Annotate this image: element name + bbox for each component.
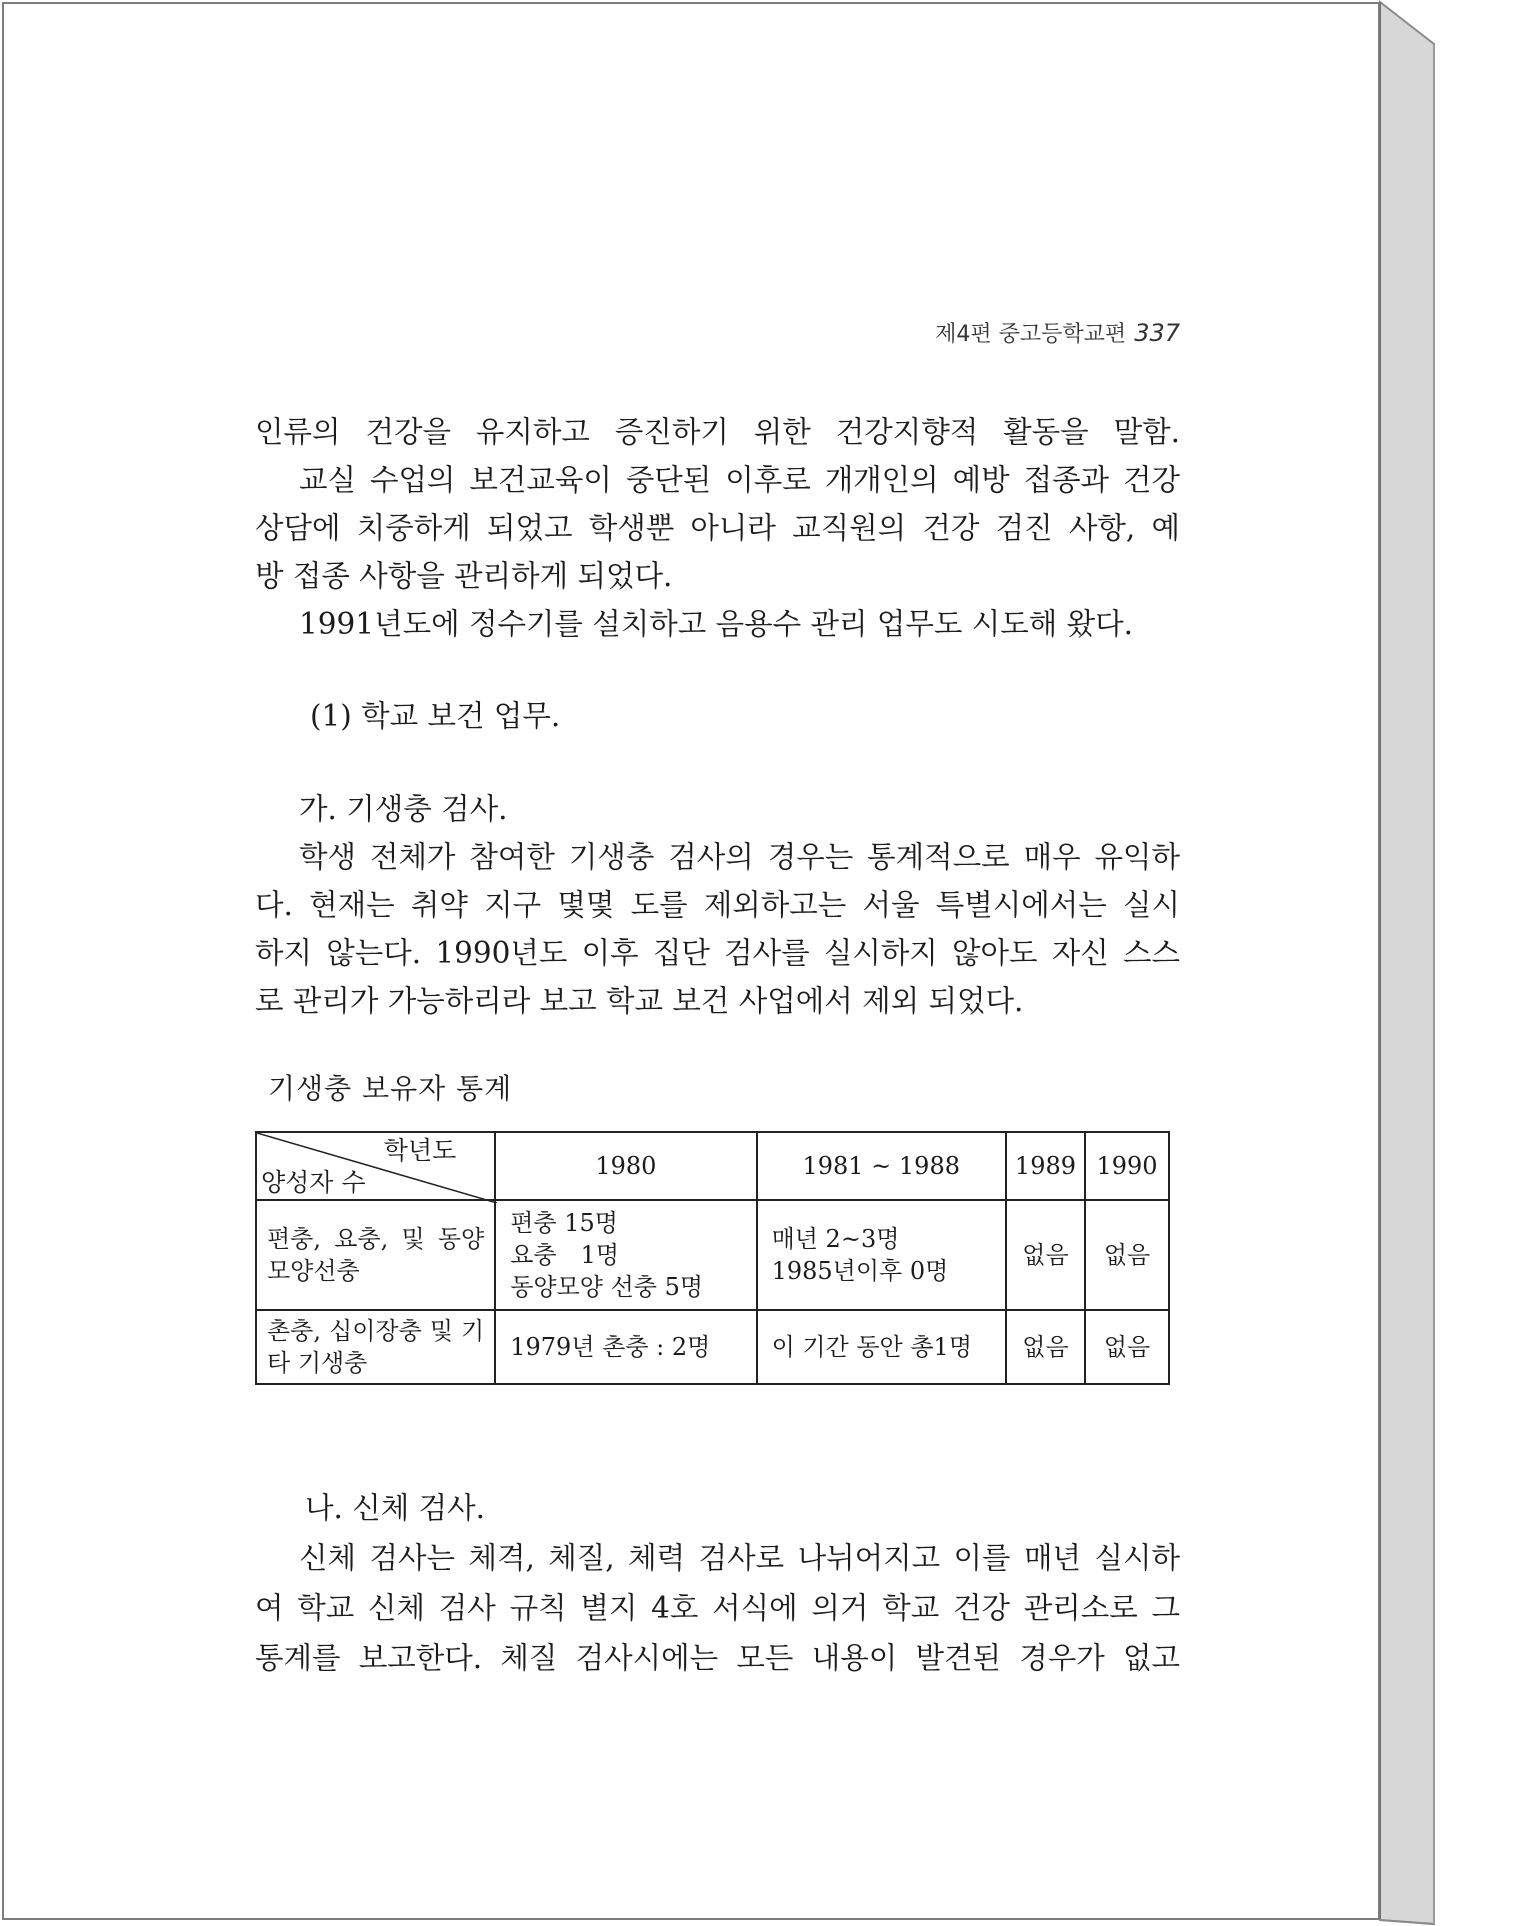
header-section-title: 제4편 중고등학교편 [935, 322, 1127, 347]
paragraph-line: 1991년도에 정수기를 설치하고 음용수 관리 업무도 시도해 왔다. [299, 607, 1134, 641]
column-header: 1981 ~ 1988 [757, 1132, 1006, 1200]
paragraph-line: 로 관리가 가능하리라 보고 학교 보건 사업에서 제외 되었다. [255, 984, 1024, 1018]
running-header [935, 317, 1180, 348]
row-label: 편충, 요충, 및 동양모양선충 [256, 1200, 495, 1310]
paragraph-line: 통계를 보고한다. 체질 검사시에는 모든 내용이 발견된 경우가 없고 [255, 1641, 1180, 1675]
table-cell: 없음 [1085, 1200, 1169, 1310]
section-heading: (1) 학교 보건 업무. [310, 699, 561, 733]
cell-line: 동양모양 선충 5명 [510, 1273, 704, 1301]
row-label: 촌충, 십이장충 및 기타 기생충 [256, 1310, 495, 1384]
table-header-row [256, 1132, 1169, 1200]
paragraph-line: 교실 수업의 보건교육이 중단된 이후로 개개인의 예방 접종과 건강 [299, 463, 1180, 497]
table-cell [495, 1310, 756, 1384]
table-corner-cell [256, 1132, 495, 1200]
column-header: 1980 [495, 1132, 756, 1200]
cell-line: 1979년 촌충 : 2명 [510, 1333, 711, 1361]
table-cell [495, 1200, 756, 1310]
page-number: 337 [1134, 319, 1180, 347]
subsection-heading-a: 가. 기생충 검사. [299, 792, 508, 826]
paragraph-line: 방 접종 사항을 관리하게 되었다. [255, 559, 673, 593]
paragraph-line: 상담에 치중하게 되었고 학생뿐 아니라 교직원의 건강 검진 사항, 예 [255, 511, 1180, 545]
paragraph-line: 학생 전체가 참여한 기생충 검사의 경우는 통계적으로 매우 유익하 [299, 840, 1180, 874]
paragraph-line: 다. 현재는 취약 지구 몇몇 도를 제외하고는 서울 특별시에서는 실시 [255, 888, 1180, 922]
column-header: 1989 [1006, 1132, 1085, 1200]
corner-label-positive-count: 양성자 수 [261, 1168, 366, 1197]
paragraph-line: 신체 검사는 체격, 체질, 체력 검사로 나뉘어지고 이를 매년 실시하 [299, 1541, 1180, 1575]
table-cell: 없음 [1006, 1310, 1085, 1384]
parasite-statistics-table [255, 1131, 1170, 1385]
table-row [256, 1200, 1169, 1310]
table-caption: 기생충 보유자 통계 [268, 1072, 513, 1105]
paragraph-line: 인류의 건강을 유지하고 증진하기 위한 건강지향적 활동을 말함. [255, 415, 1180, 449]
cell-line: 편충 15명 [510, 1209, 618, 1237]
table-cell [757, 1310, 1006, 1384]
cell-line: 요충 1명 [510, 1241, 620, 1269]
subsection-heading-b: 나. 신체 검사. [305, 1491, 485, 1525]
cell-line: 이 기간 동안 총1명 [771, 1333, 973, 1361]
corner-label-year: 학년도 [383, 1136, 457, 1165]
paragraph-line: 하지 않는다. 1990년도 이후 집단 검사를 실시하지 않아도 자신 스스 [255, 936, 1180, 970]
table-row [256, 1310, 1169, 1384]
table-cell: 없음 [1085, 1310, 1169, 1384]
paragraph-line: 여 학교 신체 검사 규칙 별지 4호 서식에 의거 학교 건강 관리소로 그 [255, 1591, 1180, 1625]
column-header: 1990 [1085, 1132, 1169, 1200]
cell-line: 1985년이후 0명 [771, 1257, 949, 1285]
table-cell: 없음 [1006, 1200, 1085, 1310]
table-cell [757, 1200, 1006, 1310]
cell-line: 매년 2~3명 [771, 1225, 900, 1253]
